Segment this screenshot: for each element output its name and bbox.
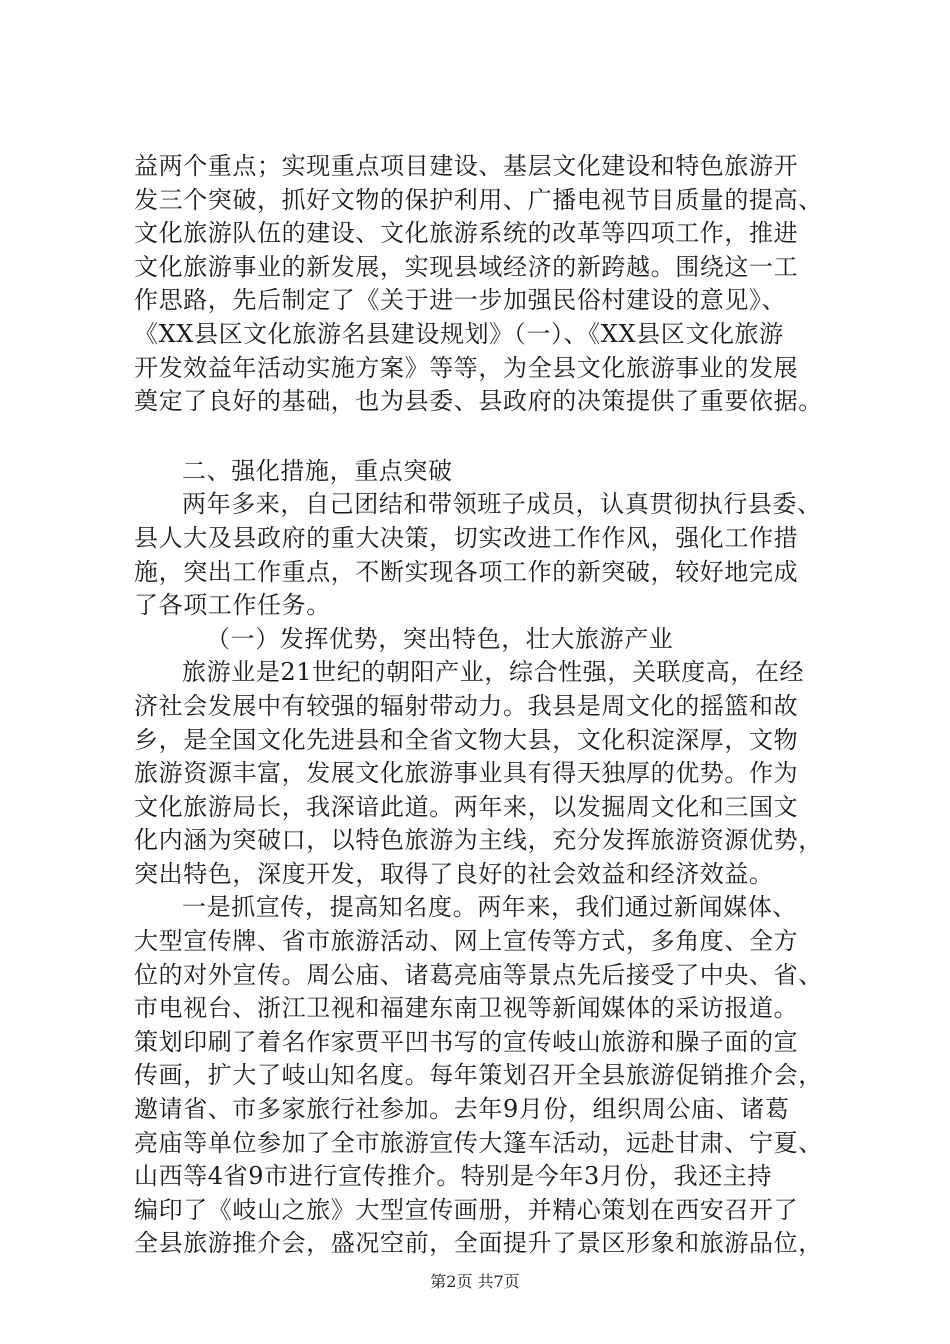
text-line: 旅游资源丰富，发展文化旅游事业具有得天独厚的优势。作为 [134, 759, 799, 788]
paragraph-3 [134, 656, 834, 891]
text-line: 大型宣传牌、省市旅游活动、网上宣传等方式，多角度、全方 [134, 927, 799, 956]
text-line: 位的对外宣传。周公庙、诸葛亮庙等景点先后接受了中央、省、 [134, 960, 823, 989]
paragraph-4 [134, 891, 834, 1261]
text-line: 施，突出工作重点，不断实现各项工作的新突破，较好地完成 [134, 557, 799, 586]
body-text [134, 150, 834, 1261]
text-line: 亮庙等单位参加了全市旅游宣传大篷车活动，远赴甘肃、宁夏、 [134, 1128, 823, 1157]
paragraph-2 [134, 488, 834, 622]
text-line: 文化旅游事业的新发展，实现县域经济的新跨越。围绕这一工 [134, 252, 799, 281]
text-line: 策划印刷了着名作家贾平凹书写的宣传岐山旅游和臊子面的宣 [134, 1027, 799, 1056]
text-line: 突出特色，深度开发，取得了良好的社会效益和经济效益。 [134, 859, 774, 888]
paragraph-gap [134, 419, 834, 455]
text-line: 旅游业是21世纪的朝阳产业，综合性强，关联度高，在经 [182, 658, 805, 687]
text-line: 奠定了良好的基础，也为县委、县政府的决策提供了重要依据。 [134, 387, 823, 416]
text-line: 一是抓宣传，提高知名度。两年来，我们通过新闻媒体、 [182, 893, 797, 922]
text-line: 编印了《岐山之旅》大型宣传画册，并精心策划在西安召开了 [134, 1195, 799, 1224]
text-line: 开发效益年活动实施方案》等等，为全县文化旅游事业的发展 [134, 353, 799, 382]
paragraph-intro [134, 150, 834, 419]
text-line: 作思路，先后制定了《关于进一步加强民俗村建设的意见》、 [134, 286, 787, 315]
section-heading: 二、强化措施，重点突破 [182, 456, 453, 485]
text-line: 了各项工作任务。 [134, 591, 331, 620]
text-line: 济社会发展中有较强的辐射带动力。我县是周文化的摇篮和故 [134, 691, 799, 720]
text-line: 《XX县区文化旅游名县建设规划》（一）、《XX县区文化旅游 [134, 319, 784, 348]
text-line: 化内涵为突破口，以特色旅游为主线，充分发挥旅游资源优势， [134, 826, 823, 855]
text-line: 县人大及县政府的重大决策，切实改进工作作风，强化工作措 [134, 523, 799, 552]
page-number-footer: 第2页 共7页 [430, 1272, 520, 1291]
text-line: 文化旅游队伍的建设、文化旅游系统的改革等四项工作，推进 [134, 219, 799, 248]
text-line: 文化旅游局长，我深谙此道。两年来，以发掘周文化和三国文 [134, 792, 799, 821]
text-line: 发三个突破，抓好文物的保护利用、广播电视节目质量的提高、 [134, 185, 823, 214]
subheading: （一）发挥优势，突出特色，壮大旅游产业 [206, 624, 674, 653]
text-line: 市电视台、浙江卫视和福建东南卫视等新闻媒体的采访报道。 [134, 994, 799, 1023]
text-line: 全县旅游推介会，盛况空前，全面提升了景区形象和旅游品位， [134, 1229, 823, 1258]
text-line: 益两个重点；实现重点项目建设、基层文化建设和特色旅游开 [134, 152, 799, 180]
text-line: 两年多来，自己团结和带领班子成员，认真贯彻执行县委、 [182, 490, 822, 519]
text-line: 邀请省、市多家旅行社参加。去年9月份，组织周公庙、诸葛 [134, 1095, 790, 1124]
text-line: 乡，是全国文化先进县和全省文物大县，文化积淀深厚，文物 [134, 725, 799, 754]
text-line: 传画，扩大了岐山知名度。每年策划召开全县旅游促销推介会， [134, 1061, 823, 1090]
text-line: 山西等4省9市进行宣传推介。特别是今年3月份，我还主持 [134, 1162, 773, 1191]
